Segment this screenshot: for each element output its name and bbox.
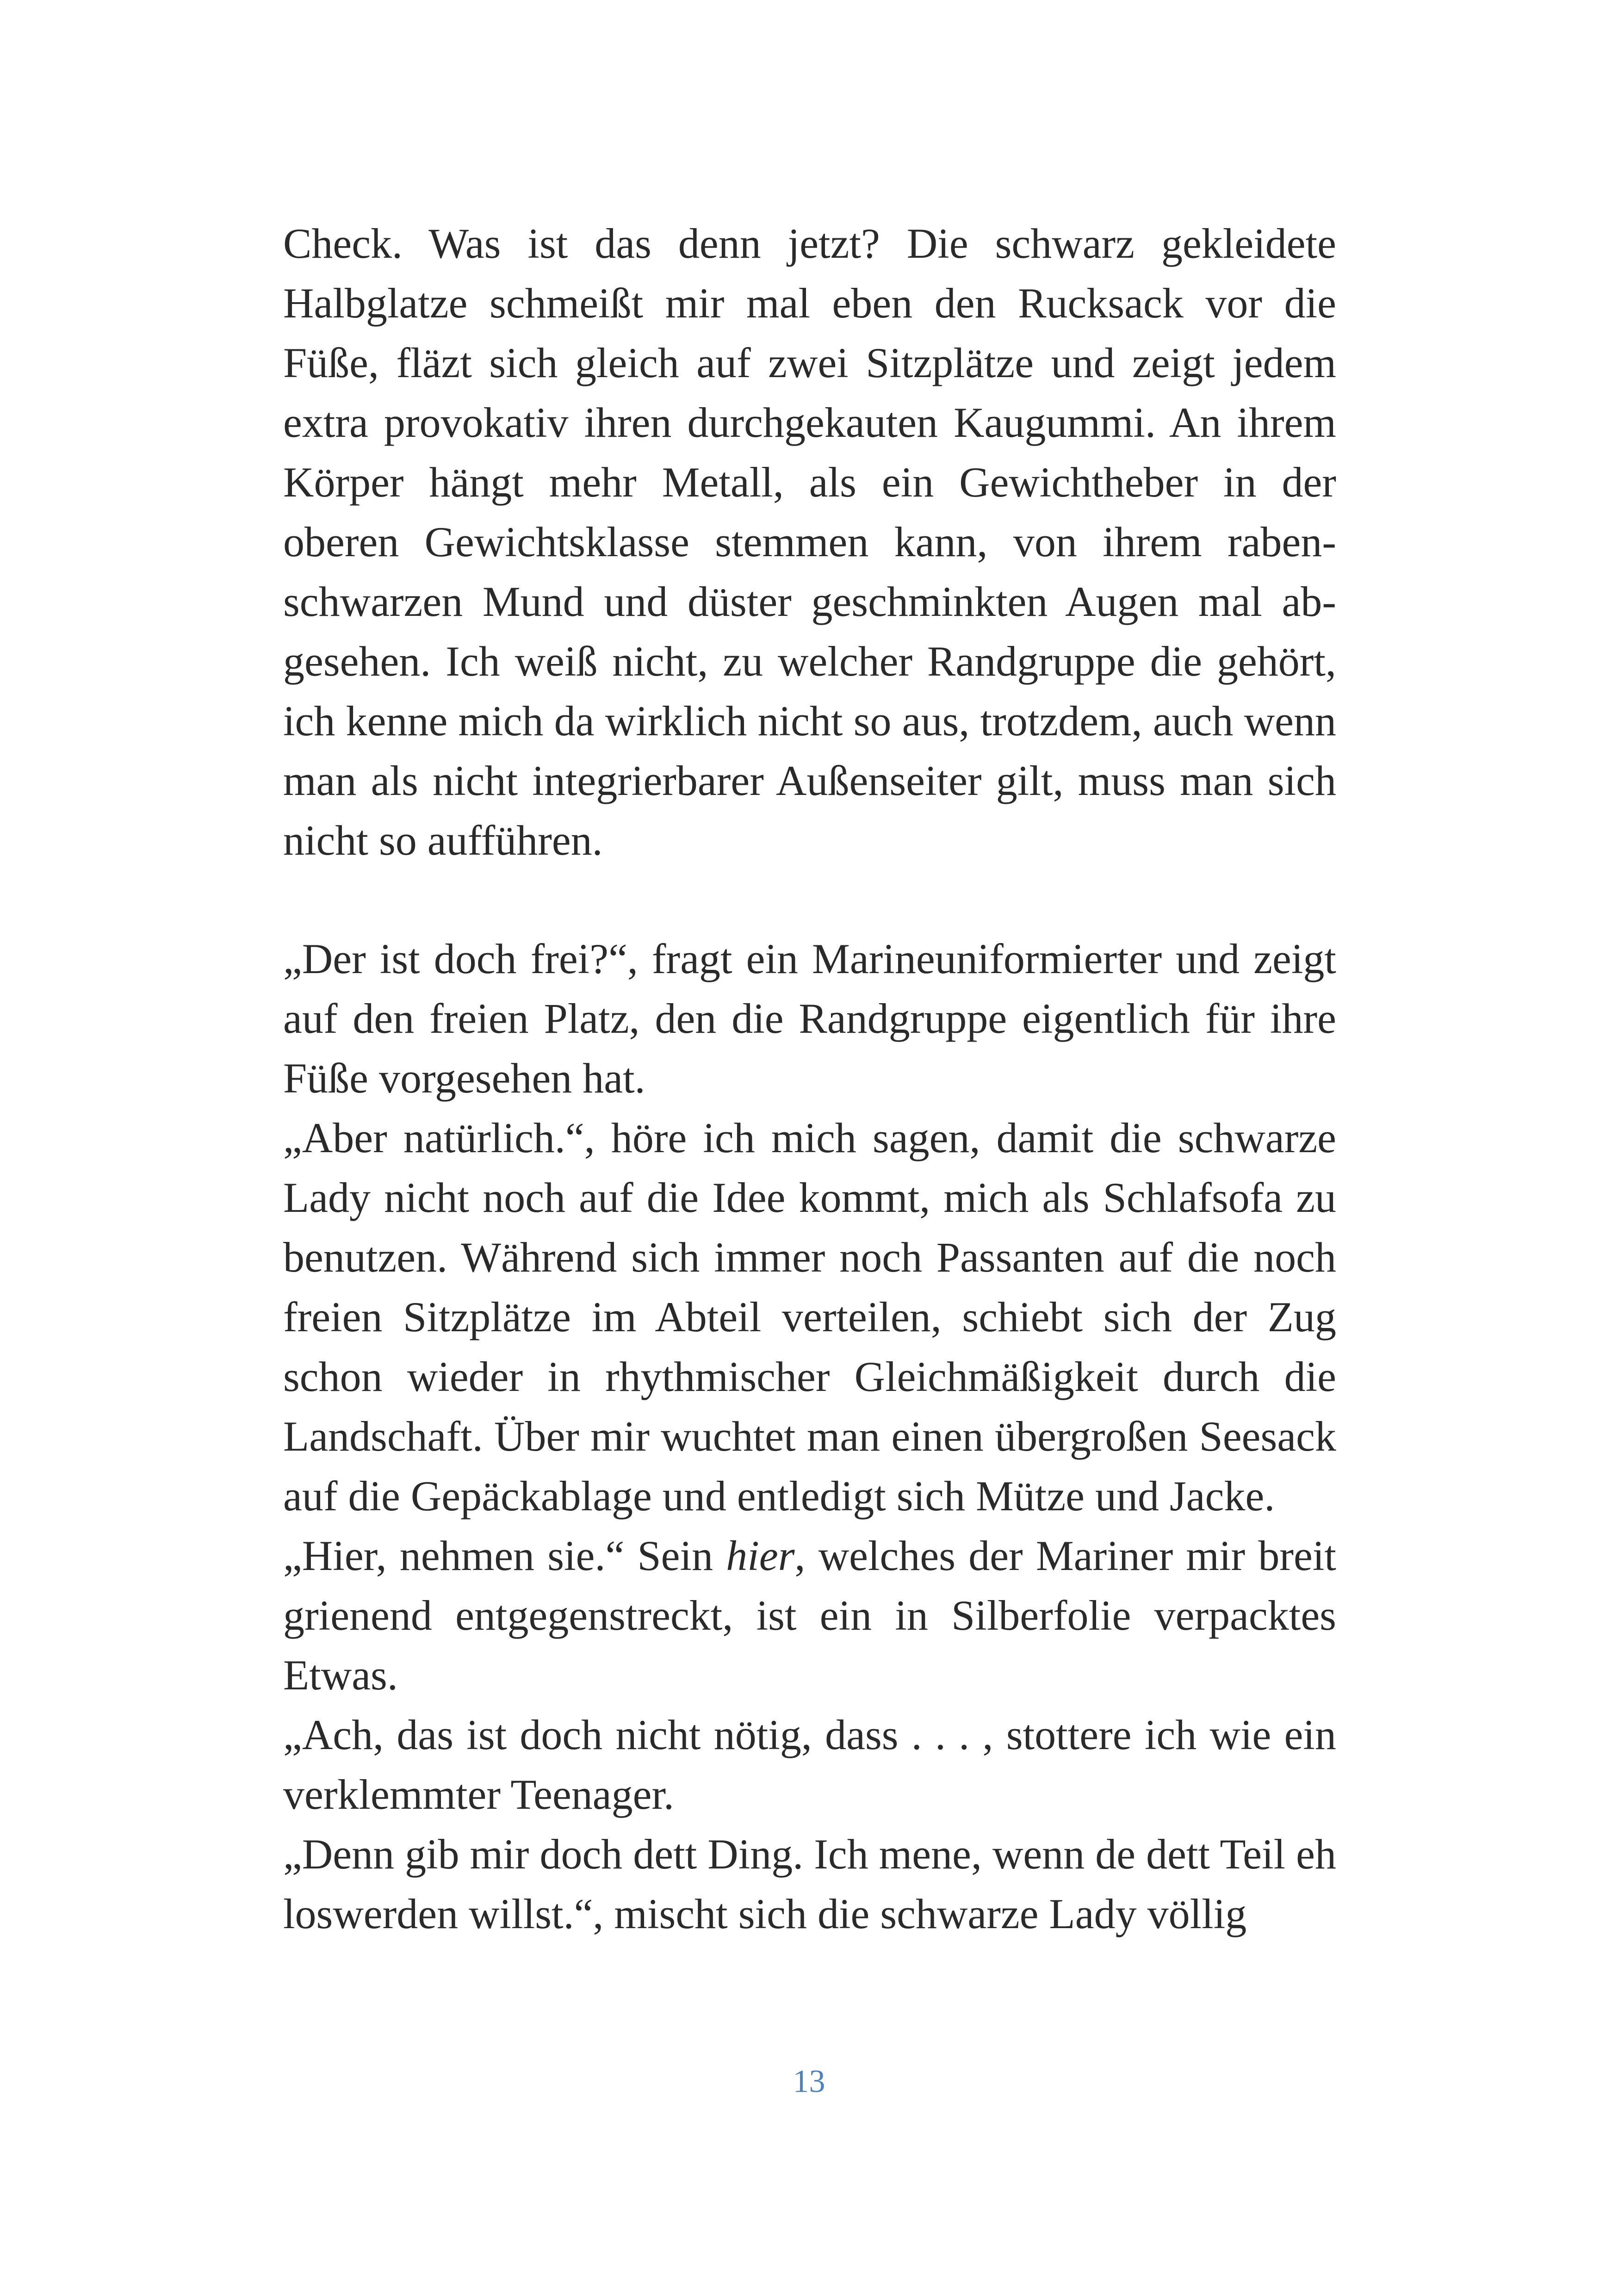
emphasized-word: hier [726, 1532, 795, 1579]
page-number: 13 [793, 2064, 825, 2099]
paragraph-3: „Aber natürlich.“, höre ich mich sagen, damit die schwarze Lady nicht noch auf die Idee kommt, mich als Schlafsofa zu benutzen. Während sich immer noch Passanten auf die noch freien Sitzplätze im Abteil verteilen, schiebt sich der Zug schon wieder in rhythmischer Gleichmäßigkeit durch die Landschaft. Über mir wuchtet man einen übergroßen Seesack auf die Gepäckablage und entledigt sich Mütze und Jacke. [283, 1114, 1336, 1520]
paragraph-5: „Ach, das ist doch nicht nötig, dass . . . , stottere ich wie ein verklemmter Teenager. [283, 1711, 1336, 1818]
paragraph-6: „Denn gib mir doch dett Ding. Ich mene, wenn de dett Teil eh loswerden willst.“, mischt sich die schwarze Lady völlig [283, 1831, 1336, 1937]
paragraph-2: „Der ist doch frei?“, fragt ein Marineuniformierter und zeigt auf den freien Platz, den die Randgruppe eigentlich für ihre Füße vorgesehen hat. [283, 935, 1336, 1102]
paragraph-1: Check. Was ist das denn jetzt? Die schwarz gekleidete Halbglatze schmeißt mir mal eben den Rucksack vor die Füße, fläzt sich gleich auf zwei Sitzplätze und zeigt jedem extra provokativ ihren durchgekauten Kaugummi. An ihrem Körper hängt mehr Metall, als ein Gewichtheber in der oberen Gewichtsklasse stemmen kann, von ihrem rabenschwarzen Mund und düster geschminkten Augen mal abgesehen. Ich weiß nicht, zu welcher Randgruppe die gehört, ich kenne mich da wirklich nicht so aus, trotzdem, auch wenn man als nicht integrierbarer Außenseiter gilt, muss man sich nicht so aufführen. [283, 220, 1336, 864]
paragraph-4-end: , welches der Mariner mir breit grienend entgegenstreckt, ist ein in Silberfolie verpacktes Etwas. [283, 1532, 1336, 1699]
text-block-top [283, 214, 1336, 870]
text-block-dialogue [283, 929, 1336, 1944]
paragraph-4-start: „Hier, nehmen sie.“ Sein [283, 1532, 726, 1579]
paragraph-4 [283, 1526, 1336, 1705]
